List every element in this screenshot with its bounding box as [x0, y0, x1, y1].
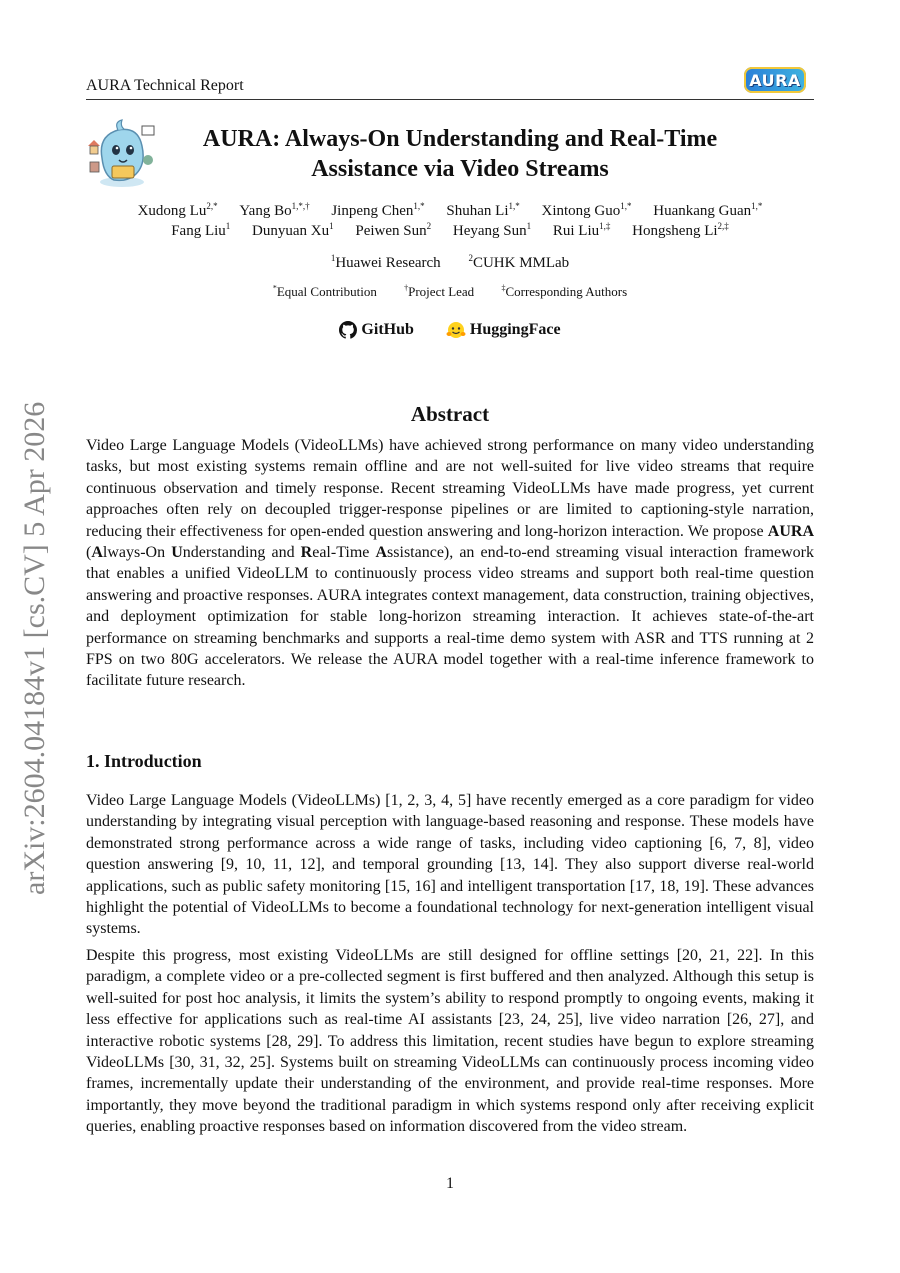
- paper-title-line2: Assistance via Video Streams: [311, 156, 609, 182]
- github-label: GitHub: [361, 321, 414, 338]
- author: Jinpeng Chen$^{1,*}$: [331, 201, 425, 219]
- author: Rui Liu$^{1,\ddagger}$: [552, 221, 611, 239]
- note: †Project Lead: [404, 284, 475, 300]
- affiliation: $^2$CUHK MMLab: [468, 253, 570, 271]
- paper-title: [160, 124, 760, 184]
- author: Hongsheng $Li^{2,\ddagger}$: [632, 221, 729, 239]
- arxiv-identifier: arXiv:2604.04184v1 [cs.CV] 5 Apr 2026: [18, 401, 51, 895]
- aura-name: AURA: [767, 522, 814, 540]
- author: Shuhan $Li^{1,*}$: [446, 201, 520, 219]
- aura-logo-text: AURA: [749, 70, 801, 90]
- resource-links: [86, 321, 814, 344]
- abstract-body: Video Large Language Models (VideoLLMs) have achieved strong performance on many video understanding tasks, but most existing systems remain offline and are not well-suited for live video streams that require continuous observation and timely response. Recent streaming VideoLLMs have made progress, yet current approaches often rely on decoupled trigger-response pipelines or are limited to captioning-style narration, reducing their effectiveness for open-ended question answering and long-horizon interaction. We propose AURA (Always-On Understanding and Real-Time Assistance), an end-to-end streaming visual interaction framework that enables a unified VideoLLM to continuously process video streams and support both real-time question answering and proactive responses. AURA integrates context management, data construction, training objectives, and deployment optimization for stable long-horizon streaming interaction. It achieves state-of-the-art performance on streaming benchmarks and supports a real-time demo system with ASR and TTS running at 2 FPS on two 80G accelerators. We release the AURA model together with a real-time inference framework to facilitate future research.: [86, 437, 815, 690]
- note: ‡Corresponding Authors: [501, 284, 628, 300]
- intro-paragraph-1: Video Large Language Models (VideoLLMs) [1, 2, 3, 4, 5] have recently emerged as a core paradigm for video understanding by integrating visual perception with language-based reasoning and response. These models have demonstrated strong performance across a wide range of tasks, including video captioning [6, 7, 8], video question answering [9, 10, 11, 12], and temporal grounding [13, 14]. They also support diverse real-world applications, such as public safety monitoring [15, 16] and intelligent transportation [17, 18, 19]. These advances highlight the potential of VideoLLMs to become a foundational technology for next-generation intelligent visual systems.: [86, 792, 814, 938]
- author-list-row1: [86, 201, 814, 220]
- author: Peiwen Sun$^2$: [355, 221, 432, 239]
- page-number: 1: [446, 1175, 454, 1192]
- huggingface-label: HuggingFace: [469, 321, 561, 338]
- author-list-row2: [86, 221, 814, 240]
- affiliation: $^1$Huawei Research: [330, 253, 441, 271]
- author: Dunyuan Xu$^1$: [252, 221, 334, 239]
- author: Heyang Sun$^1$: [452, 221, 532, 239]
- contribution-notes: [86, 284, 814, 300]
- abstract-heading: Abstract: [410, 402, 490, 426]
- github-link[interactable]: [339, 321, 413, 339]
- mascot-icon: [84, 116, 160, 190]
- affiliations: [86, 253, 814, 272]
- intro-paragraph-2: Despite this progress, most existing VideoLLMs are still designed for offline settings [20, 21, 22]. In this paradigm, a complete video or a pre-collected segment is first buffered and then analyzed. Although this setup is well-suited for post hoc analysis, it limits the system’s ability to respond promptly to ongoing events, making it less effective for applications such as real-time AI assistants [23, 24, 25], live video narration [26, 27], and interactive robotic systems [28, 29]. To address this limitation, recent studies have begun to explore streaming VideoLLMs [30, 31, 32, 25]. Systems built on streaming VideoLLMs can continuously process incoming video frames, incrementally update their understanding of the environment, and provide real-time responses. More importantly, they move beyond the traditional paradigm in which systems respond only after receiving explicit queries, enabling proactive responses based on information discovered from the video stream.: [86, 947, 814, 1136]
- aura-logo: [744, 67, 806, 93]
- author: Fang Liu$^1$: [171, 221, 231, 239]
- huggingface-icon: [446, 321, 466, 339]
- author: Huankang Guan$^{1,*}$: [653, 201, 763, 219]
- huggingface-link[interactable]: [446, 321, 561, 339]
- author: Xintong Guo$^{1,*}$: [541, 201, 632, 219]
- header-divider: [86, 99, 814, 100]
- author: Yang $Bo^{1,*,\dagger}$: [239, 201, 310, 219]
- author: Xudong $Lu^{2,*}$: [137, 201, 218, 219]
- note: *Equal Contribution: [272, 284, 377, 300]
- running-header: AURA Technical Report: [86, 77, 244, 94]
- github-icon: [339, 321, 357, 339]
- paper-title-line1: AURA: Always-On Understanding and Real-Time: [202, 126, 718, 152]
- section-heading-introduction: 1. Introduction: [86, 751, 202, 771]
